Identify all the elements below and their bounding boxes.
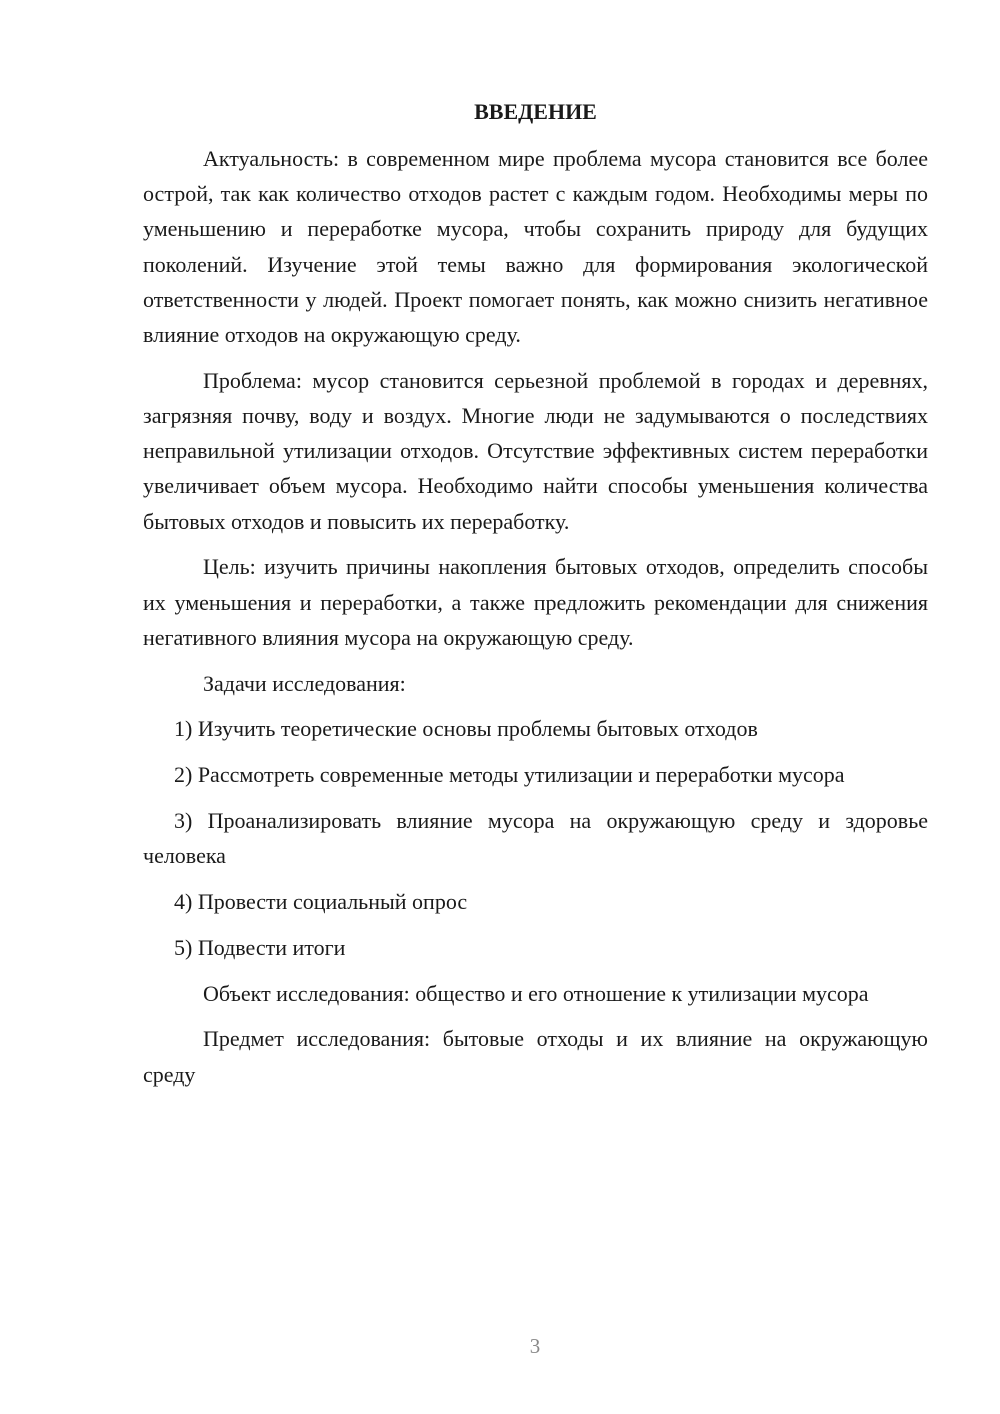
list-item: 5) Подвести итоги	[174, 934, 346, 960]
list-item: 2) Рассмотреть современные методы утилизации и переработки мусора	[174, 762, 845, 788]
page-content	[143, 94, 928, 1102]
page-number: 3	[529, 1334, 541, 1358]
paragraph-relevance: Актуальность: в современном мире проблема мусора становится все более острой, так как количество отходов растет с каждым годом. Необходимы меры по уменьшению и переработке мусора, чтобы сохранить природу для будущих поколений. Изучение этой темы важно для формирования экологической ответственности у людей. Проект помогает понять, как можно снизить негативное влияние отходов на окружающую среду.	[143, 146, 928, 348]
paragraph-problem: Проблема: мусор становится серьезной проблемой в городах и деревнях, загрязняя почву, воду и воздух. Многие люди не задумываются о последствиях неправильной утилизации отходов. Отсутствие эффективных систем переработки увеличивает объем мусора. Необходимо найти способы уменьшения количества бытовых отходов и повысить их переработку.	[143, 367, 928, 534]
paragraph-object: Объект исследования: общество и его отношение к утилизации мусора	[203, 980, 869, 1006]
paragraph-goal: Цель: изучить причины накопления бытовых отходов, определить способы их уменьшения и переработки, а также предложить рекомендации для снижения негативного влияния мусора на окружающую среду.	[143, 554, 928, 650]
list-item: 4) Провести социальный опрос	[174, 889, 468, 915]
list-item: 1) Изучить теоретические основы проблемы бытовых отходов	[174, 716, 758, 742]
page-title: ВВЕДЕНИЕ	[474, 99, 597, 124]
paragraph-tasks-intro: Задачи исследования:	[203, 670, 406, 696]
tasks-list	[143, 711, 928, 965]
paragraph-subject: Предмет исследования: бытовые отходы и их влияние на окружающую среду	[143, 1026, 928, 1087]
list-item: 3) Проанализировать влияние мусора на окружающую среду и здоровье человека	[143, 808, 928, 869]
